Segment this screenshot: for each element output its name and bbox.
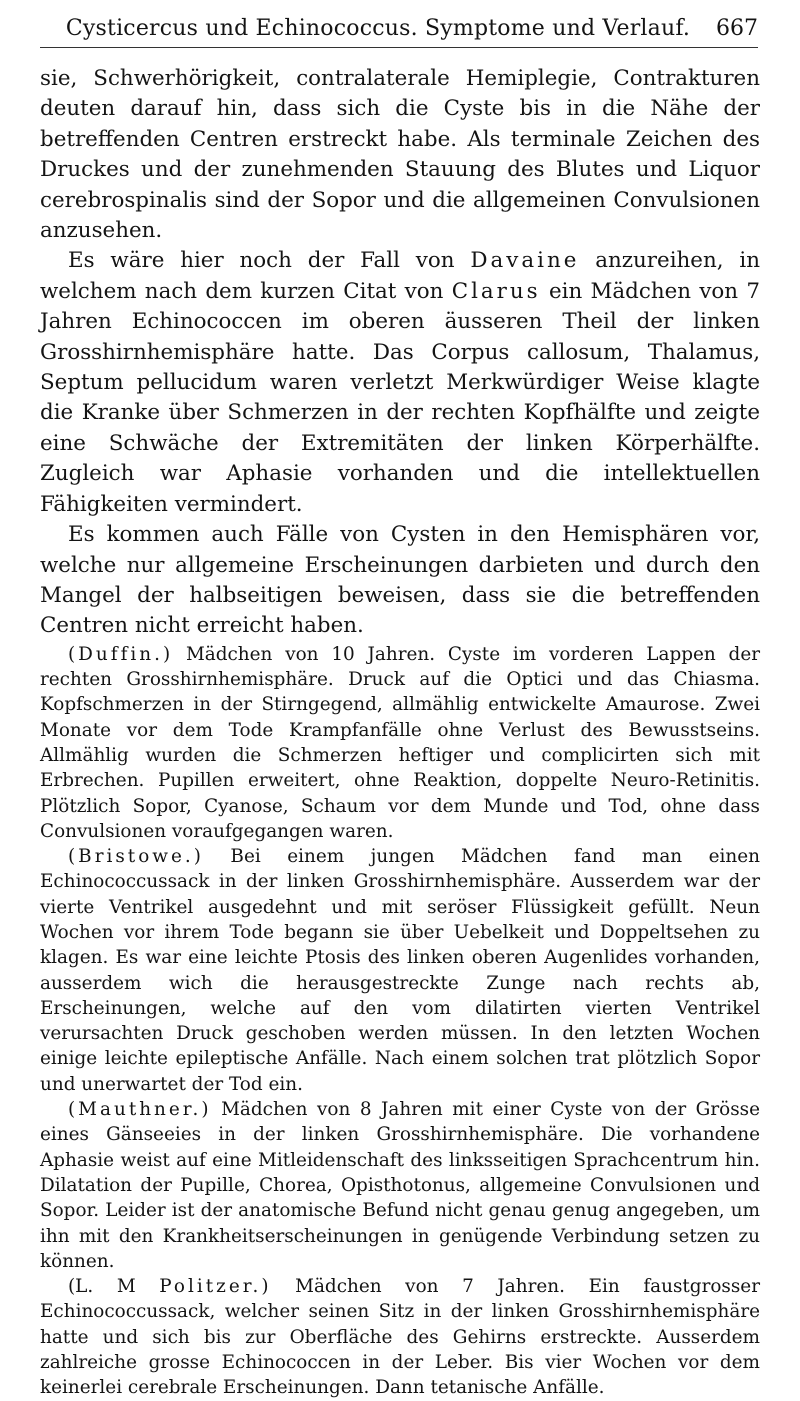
author-name: Clarus bbox=[451, 278, 541, 304]
paragraph-text: anzureihen, in welchem nach dem kurzen Citat von bbox=[40, 248, 760, 304]
paragraph bbox=[40, 246, 760, 520]
case-author: (Bristowe.) bbox=[68, 846, 204, 868]
paragraph: Es kommen auch Fälle von Cysten in den Hemisphären vor, welche nur allgemeine Erscheinungen darbieten und durch den Mangel der halbseitigen beweisen, dass sie die betreffenden Centren nicht erreicht haben. bbox=[40, 522, 760, 639]
case-author: Politzer.) bbox=[159, 1276, 272, 1298]
case-report bbox=[40, 1274, 760, 1400]
paragraph-text: Es wäre hier noch der Fall von bbox=[68, 248, 471, 274]
case-text: Mädchen von 7 Jahren. Ein faustgrosser Echinococcussack, welcher seinen Sitz in der linken Grosshirnhemisphäre hatte und sich bis zur Oberfläche des Gehirns erstreckte. Ausserdem zahlreiche grosse Echinococcen in der Leber. Bis vier Wochen vor dem keinerlei cerebrale Erscheinungen. Dann tetanische Anfälle. bbox=[40, 1276, 760, 1399]
case-author: (Duffin.) bbox=[68, 643, 174, 665]
paragraph-text: ein Mädchen von 7 Jahren Echinococcen im oberen äusseren Theil der linken Grosshirnhemisphäre hatte. Das Corpus callosum, Thalamus, Septum pellucidum waren verletzt Merkwürdiger Weise klagte die Kranke über Schmerzen in der rechten Kopfhälfte und zeigte eine Schwäche der Extremitäten der linken Körperhälfte. Zugleich war Aphasie vorhanden und die intellektuellen Fähigkeiten vermindert. bbox=[40, 278, 760, 517]
case-text: Mädchen von 8 Jahren mit einer Cyste von der Grösse eines Gänseeies in der linken Grosshirnhemisphäre. Die vorhandene Aphasie weist auf eine Mitleidenschaft des linksseitigen Sprachcentrum hin. Dilatation der Pupille, Chorea, Opisthotonus, allgemeine Convulsionen und Sopor. Leider ist der anatomische Befund nicht genau genug angegeben, um ihn mit den Krankheitserscheinungen in genügende Verbindung setzen zu können. bbox=[40, 1099, 760, 1272]
case-report bbox=[40, 642, 760, 844]
paragraph: sie, Schwerhörigkeit, contralaterale Hemiplegie, Contrakturen deuten darauf hin, dass sich die Cyste bis in die Nähe der betreffenden Centren erstreckt habe. Als terminale Zeichen des Druckes und der zunehmenden Stauung des Blutes und Liquor cerebrospinalis sind der Sopor und die allgemeinen Convulsionen anzusehen. bbox=[40, 66, 760, 244]
case-author-prefix: (L. M bbox=[68, 1276, 160, 1298]
case-author: (Mauthner.) bbox=[68, 1099, 212, 1121]
running-header bbox=[40, 8, 758, 48]
header-title: Cysticercus und Echinococcus. Symptome und Verlauf. bbox=[65, 16, 691, 41]
case-report bbox=[40, 844, 760, 1097]
text-body bbox=[40, 64, 760, 1401]
page-number: 667 bbox=[716, 16, 758, 41]
case-text: Mädchen von 10 Jahren. Cyste im vorderen Lappen der rechten Grosshirnhemisphäre. Druck auf die Optici und das Chiasma. Kopfschmerzen in der Stirngegend, allmählig entwickelte Amaurose. Zwei Monate vor dem Tode Krampfanfälle ohne Verlust des Bewusstseins. Allmählig wurden die Schmerzen heftiger und complicirten sich mit Erbrechen. Pupillen erweitert, ohne Reaktion, doppelte Neuro-Retinitis. Plötzlich Sopor, Cyanose, Schaum vor dem Munde und Tod, ohne dass Convulsionen voraufgegangen waren. bbox=[40, 643, 760, 842]
author-name: Davaine bbox=[470, 248, 580, 274]
case-report bbox=[40, 1097, 760, 1274]
case-text: Bei einem jungen Mädchen fand man einen Echinococcussack in der linken Grosshirnhemisphäre. Ausserdem war der vierte Ventrikel ausgedehnt und mit seröser Flüssigkeit gefüllt. Neun Wochen vor ihrem Tode begann sie über Uebelkeit und Doppeltsehen zu klagen. Es war eine leichte Ptosis des linken oberen Augenlides vorhanden, ausserdem wich die herausgestreckte Zunge nach rechts ab, Erscheinungen, welche auf den vom dilatirten vierten Ventrikel verursachten Druck geschoben werden müssen. In den letzten Wochen einige leichte epileptische Anfälle. Nach einem solchen trat plötzlich Sopor und unerwartet der Tod ein. bbox=[40, 846, 760, 1095]
